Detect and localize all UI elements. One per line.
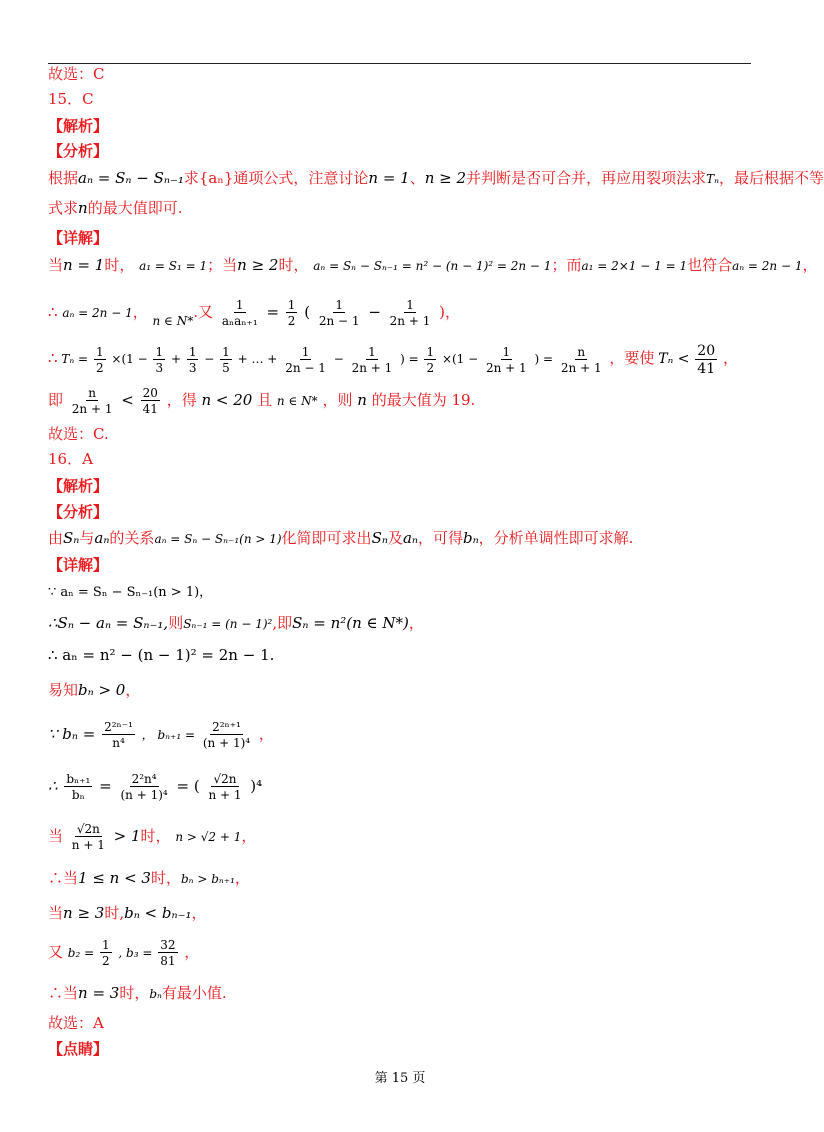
formula: b₂ = <box>67 946 98 960</box>
text: ， <box>258 725 274 743</box>
text: ；当 <box>207 256 238 274</box>
text: ，可得 <box>417 529 463 547</box>
denominator: 2n + 1 <box>351 360 393 375</box>
numerator: 2²n⁴ <box>131 772 157 786</box>
formula: ∴ <box>48 777 63 795</box>
text: ，分析单调性即可求解. <box>478 529 634 547</box>
formula: ∴Sₙ − aₙ = Sₙ₋₁, <box>48 614 169 632</box>
q16-step8 <box>48 868 250 889</box>
q15-detail-line1 <box>48 255 818 276</box>
text: 、 <box>409 169 425 187</box>
q15-detail-line3 <box>48 338 738 379</box>
fraction <box>102 721 135 749</box>
numerator: 1 <box>301 344 310 359</box>
denominator: 2n + 1 <box>71 402 113 416</box>
fraction <box>317 299 362 327</box>
q16-step7 <box>48 814 256 859</box>
formula: ， bₙ₊₁ = <box>141 728 199 742</box>
numerator: 1 <box>235 298 244 312</box>
text: 又 <box>48 943 64 961</box>
formula: Sₙ <box>371 529 388 547</box>
q16-answer: 故选：A <box>48 1014 104 1032</box>
formula: a₁ = 2×1 − 1 = 1 <box>581 259 688 273</box>
formula: n = 1 <box>368 169 410 187</box>
numerator: √2n <box>213 772 237 786</box>
q15-analysis-line2 <box>48 198 182 218</box>
formula: bₙ <box>462 529 479 547</box>
q16-step4 <box>48 680 140 700</box>
text: ×(1 − <box>111 352 152 366</box>
formula: Sₙ = n²(n ∈ N*) <box>292 614 409 632</box>
formula: aₙ <box>402 529 418 547</box>
text: = <box>99 777 117 795</box>
fraction <box>350 346 395 374</box>
numerator: 1 <box>188 344 197 359</box>
q15-detail-line4 <box>48 380 475 421</box>
numerator: n <box>577 344 586 359</box>
text: 求{aₙ}通项公式，注意讨论 <box>183 169 369 187</box>
q16-step2 <box>48 613 424 634</box>
formula: aₙ = Sₙ − Sₙ₋₁ = n² − (n − 1)² = 2n − 1 <box>313 259 552 273</box>
formula: n = 1 <box>63 256 105 274</box>
formula: > 1 <box>113 827 141 845</box>
text: ∴ <box>48 303 58 321</box>
numerator: 20 <box>142 386 158 400</box>
denominator: n + 1 <box>71 838 105 852</box>
formula: bₙ > bₙ₊₁ <box>181 872 235 886</box>
fraction <box>187 346 199 374</box>
fraction <box>286 299 298 327</box>
formula: aₙ <box>94 529 110 547</box>
text: 则 <box>168 614 184 632</box>
text: 即 <box>48 391 64 409</box>
fraction <box>70 387 115 415</box>
formula: n <box>357 391 367 409</box>
denominator: n⁴ <box>112 736 125 750</box>
formula: n < 20 <box>201 391 253 409</box>
text: ， <box>132 303 148 321</box>
q16-step1: ∵ aₙ = Sₙ − Sₙ₋₁(n > 1)， <box>48 585 213 600</box>
numerator: n <box>88 386 96 400</box>
fraction <box>220 346 232 374</box>
q16-step10 <box>48 930 199 975</box>
denominator: 3 <box>155 360 164 375</box>
numerator: 1 <box>335 298 344 312</box>
text: ， <box>234 869 250 887</box>
fraction <box>201 721 252 749</box>
formula: n ≥ 2 <box>237 256 279 274</box>
denominator: 2 <box>287 314 296 328</box>
text: 的最大值即可. <box>87 199 183 217</box>
q14-answer: 故选：C <box>48 65 105 83</box>
q15-xiangjie-heading: 【详解】 <box>48 229 109 247</box>
denominator: aₙaₙ₊₁ <box>221 314 258 328</box>
text: − <box>368 303 386 321</box>
q15-jiexi-heading: 【解析】 <box>48 117 109 135</box>
denominator: 2n − 1 <box>318 314 360 328</box>
formula: n <box>78 199 88 217</box>
text: 也符合 <box>687 256 733 274</box>
text: 的关系 <box>109 529 155 547</box>
fraction <box>100 939 112 967</box>
numerator: 20 <box>697 342 716 359</box>
q16-xiangjie-heading: 【详解】 <box>48 556 109 574</box>
fraction <box>94 346 106 374</box>
fraction <box>64 773 92 801</box>
text: )⁴ <box>250 777 263 795</box>
text: 时， <box>140 827 171 845</box>
q16-step11 <box>48 983 227 1004</box>
numerator: 1 <box>155 344 164 359</box>
q15-number: 15．C <box>48 90 94 108</box>
fraction <box>695 344 717 376</box>
formula: , b₃ = <box>118 946 157 960</box>
formula: n > √2 + 1 <box>175 830 242 844</box>
formula: a₁ = S₁ = 1 <box>139 259 208 273</box>
formula: aₙ = 2n − 1 <box>62 306 133 320</box>
numerator: 1 <box>287 298 296 312</box>
denominator: 2 <box>101 954 110 968</box>
text: ，得 <box>166 391 197 409</box>
numerator: 1 <box>95 344 104 359</box>
q16-jiexi-heading: 【解析】 <box>48 477 109 495</box>
text: ， <box>241 827 257 845</box>
denominator: 2 <box>426 360 435 375</box>
formula: n ∈ N* <box>152 314 194 328</box>
text: ×(1 − <box>441 352 482 366</box>
numerator: √2n <box>76 822 100 836</box>
text: ) = <box>400 352 423 366</box>
text: 由 <box>48 529 64 547</box>
numerator: 2²ⁿ⁻¹ <box>104 720 133 734</box>
text: ；而 <box>551 256 582 274</box>
fraction <box>484 346 529 374</box>
text: ， <box>191 904 207 922</box>
fraction <box>283 346 328 374</box>
denominator: 2n + 1 <box>486 360 527 375</box>
q15-detail-line2 <box>48 292 460 341</box>
text: 化简即可求出 <box>281 529 372 547</box>
text: 时， <box>278 256 309 274</box>
formula: Sₙ₋₁ = (n − 1)² <box>183 617 273 631</box>
denominator: 41 <box>142 402 158 416</box>
denominator: 2n + 1 <box>560 360 602 375</box>
numerator: bₙ₊₁ <box>66 772 91 786</box>
text: 当 <box>48 904 64 922</box>
denominator: 2n + 1 <box>389 314 431 328</box>
denominator: 3 <box>188 360 197 375</box>
text: ) = <box>534 352 557 366</box>
text: 与 <box>79 529 95 547</box>
formula: aₙ = Sₙ − Sₙ₋₁ <box>78 169 184 187</box>
text: + <box>170 352 185 366</box>
text: ， <box>125 681 141 699</box>
text: 时, <box>104 904 125 922</box>
numerator: 1 <box>502 344 511 359</box>
formula: n ∈ N* <box>276 394 318 408</box>
formula: Tₙ <box>706 172 719 186</box>
text: = <box>266 303 284 321</box>
q16-fenxi-heading: 【分析】 <box>48 503 109 521</box>
formula: n ≥ 3 <box>63 904 105 922</box>
text: ，要使 <box>609 349 655 367</box>
q16-step9 <box>48 903 207 923</box>
q15-answer: 故选：C. <box>48 425 109 443</box>
text: ,即 <box>272 614 293 632</box>
numerator: 32 <box>160 938 176 952</box>
denominator: bₙ <box>71 788 85 802</box>
formula: bₙ < bₙ₋₁ <box>124 904 192 922</box>
text: − <box>333 352 348 366</box>
numerator: 1 <box>426 344 435 359</box>
text: − <box>204 352 219 366</box>
text: ， <box>184 943 200 961</box>
q15-analysis-line1 <box>48 168 824 189</box>
denominator: 2n − 1 <box>285 360 326 375</box>
fraction <box>158 939 177 967</box>
denominator: (n + 1)⁴ <box>120 788 168 802</box>
q16-number: 16．A <box>48 450 93 468</box>
denominator: 41 <box>697 360 716 377</box>
text: = ( <box>176 777 200 795</box>
formula: Tₙ < <box>658 351 690 367</box>
denominator: 2 <box>95 360 104 375</box>
text: 时， <box>119 984 150 1002</box>
text: 当 <box>48 256 64 274</box>
fraction <box>388 299 433 327</box>
text: 的最大值为 19. <box>371 391 476 409</box>
text: .又 <box>193 303 214 321</box>
fraction <box>70 823 107 851</box>
page-footer: 第 15 页 <box>374 1071 426 1086</box>
denominator: 5 <box>222 360 230 375</box>
text: ， <box>722 349 738 367</box>
text: ∴当 <box>48 869 79 887</box>
text: ∴当 <box>48 984 79 1002</box>
q15-fenxi-heading: 【分析】 <box>48 142 109 160</box>
formula: aₙ = 2n − 1 <box>732 259 803 273</box>
text: + … + <box>237 352 282 366</box>
formula: Sₙ <box>63 529 80 547</box>
text: 时， <box>150 869 181 887</box>
q16-dianjing-heading: 【点睛】 <box>48 1040 109 1058</box>
formula: aₙ = Sₙ − Sₙ₋₁(n > 1) <box>154 532 282 546</box>
formula: 1 ≤ n < 3 <box>78 869 151 887</box>
text: 且 <box>257 391 273 409</box>
numerator: 1 <box>222 344 230 359</box>
fraction <box>424 346 436 374</box>
q16-step6 <box>48 764 262 808</box>
text: )， <box>439 303 460 321</box>
fraction <box>220 299 260 327</box>
numerator: 1 <box>406 298 414 312</box>
formula: Tₙ = <box>61 352 92 366</box>
numerator: 1 <box>101 938 110 952</box>
numerator: 1 <box>368 344 376 359</box>
formula: bₙ > 0 <box>78 681 126 699</box>
formula: n = 3 <box>78 984 120 1002</box>
formula: n ≥ 2 <box>424 169 467 187</box>
text: 并判断是否可合并，再应用裂项法求 <box>466 169 707 187</box>
fraction <box>141 387 160 415</box>
fraction <box>559 346 604 374</box>
text: ∴ <box>48 349 58 367</box>
fraction <box>206 773 243 801</box>
denominator: n + 1 <box>208 788 242 802</box>
text: 式求 <box>48 199 79 217</box>
text: 时， <box>104 256 135 274</box>
denominator: (n + 1)⁴ <box>202 736 251 750</box>
numerator: 2²ⁿ⁺¹ <box>212 720 241 734</box>
q16-step5 <box>48 712 274 757</box>
header-rule <box>48 63 751 64</box>
text: < <box>121 391 134 409</box>
text: 易知 <box>48 681 79 699</box>
text: ，则 <box>322 391 353 409</box>
q16-step3: ∴ aₙ = n² − (n − 1)² = 2n − 1. <box>48 646 275 664</box>
text: ( <box>304 303 311 321</box>
denominator: 81 <box>160 954 176 968</box>
fraction <box>118 773 169 801</box>
text: ， <box>408 614 424 632</box>
text: 当 <box>48 827 64 845</box>
q16-analysis-line <box>48 528 633 549</box>
text: ， <box>802 256 818 274</box>
text: 有最小值. <box>161 984 227 1002</box>
formula: ∵ bₙ = <box>48 725 101 743</box>
text: ，最后根据不等 <box>718 169 824 187</box>
text: 根据 <box>48 169 79 187</box>
text: 及 <box>387 529 403 547</box>
fraction <box>153 346 165 374</box>
formula: bₙ <box>149 987 162 1001</box>
